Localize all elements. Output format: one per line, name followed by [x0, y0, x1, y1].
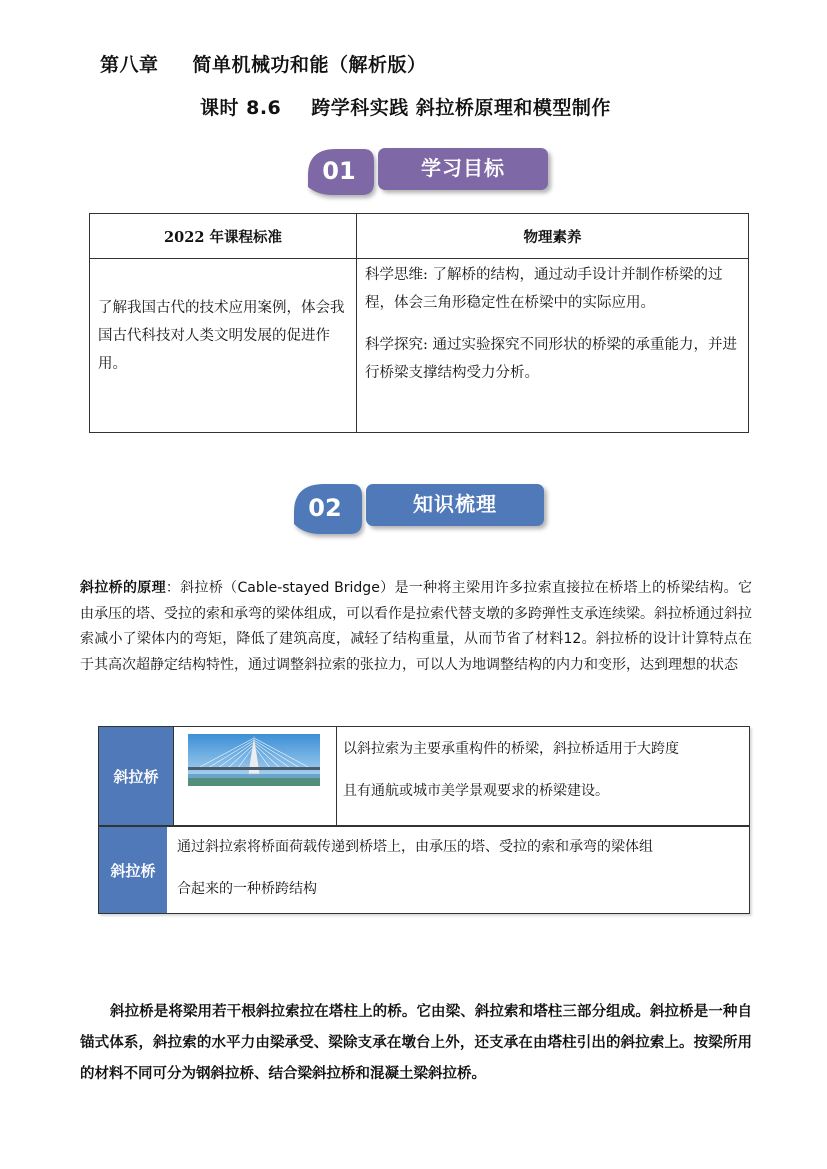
definition-card-2: [98, 826, 750, 914]
principle-text: ：斜拉桥（Cable-stayed Bridge）是一种将主梁用许多拉索直接拉在桥塔上的桥梁结构。它由承压的塔、受拉的索和承弯的梁体组成，可以看作是拉索代替支墩的多跨弹性支承连续梁。斜拉桥通过斜拉索减小了梁体内的弯矩，降低了建筑高度，减轻了结构重量，从而节省了材料12。斜拉桥的设计计算特点在于其高次超静定结构特性，通过调整斜拉索的张拉力，可以人为地调整结构的内力和变形，达到理想的状态: [80, 580, 752, 673]
table-header-literacy: 物理素养: [357, 214, 749, 259]
principle-paragraph: [80, 576, 752, 678]
chapter-title: 简单机械功和能（解析版）: [192, 54, 427, 76]
standard-cell: [90, 259, 357, 433]
card-label: 斜拉桥: [99, 827, 167, 913]
standard-text: 了解我国古代的技术应用案例，体会我国古代科技对人类文明发展的促进作用。: [98, 299, 345, 372]
summary-paragraph: 斜拉桥是将梁用若干根斜拉索拉在塔柱上的桥。它由梁、斜拉索和塔柱三部分组成。斜拉桥是一种自锚式体系，斜拉索的水平力由梁承受、梁除支承在墩台上外，还支承在由塔柱引出的斜拉索上。按梁所用的材料不同可分为钢斜拉桥、结合梁斜拉桥和混凝土梁斜拉桥。: [80, 1003, 752, 1082]
bridge-image-cell: [173, 727, 337, 825]
card-line-1: 通过斜拉索将桥面荷载传递到桥塔上，由承压的塔、受拉的索和承弯的梁体组: [177, 839, 653, 855]
definition-card-1: [98, 726, 750, 826]
literacy-item-thinking: 科学思维: 了解桥的结构，通过动手设计并制作桥梁的过程，体会三角形稳定性在桥梁中的实际应用。: [365, 267, 723, 311]
literacy-item-inquiry: 科学探究: 通过实验探究不同形状的桥梁的承重能力，并进行桥梁支撑结构受力分析。: [365, 337, 737, 381]
table-header-standard: 2022 年课程标准: [90, 214, 357, 259]
lesson-heading: [200, 93, 611, 120]
section-title: 知识梳理: [366, 484, 544, 526]
standards-table: [89, 213, 749, 433]
lesson-title: 跨学科实践 斜拉桥原理和模型制作: [311, 97, 611, 119]
card-label: 斜拉桥: [99, 727, 173, 825]
card-line-2: 且有通航或城市美学景观要求的桥梁建设。: [343, 783, 609, 799]
literacy-cell: [357, 259, 749, 433]
principle-label: 斜拉桥的原理: [80, 580, 166, 596]
chapter-number: 第八章: [100, 54, 159, 76]
lesson-number: 课时 8.6: [200, 97, 282, 119]
bridge-image: [188, 734, 320, 786]
section-number: 01: [322, 157, 356, 185]
chapter-heading: [100, 50, 427, 77]
section-title: 学习目标: [378, 148, 548, 190]
card-line-1: 以斜拉索为主要承重构件的桥梁，斜拉桥适用于大跨度: [343, 741, 679, 757]
section-number: 02: [308, 494, 342, 522]
card-line-2: 合起来的一种桥跨结构: [177, 881, 317, 897]
